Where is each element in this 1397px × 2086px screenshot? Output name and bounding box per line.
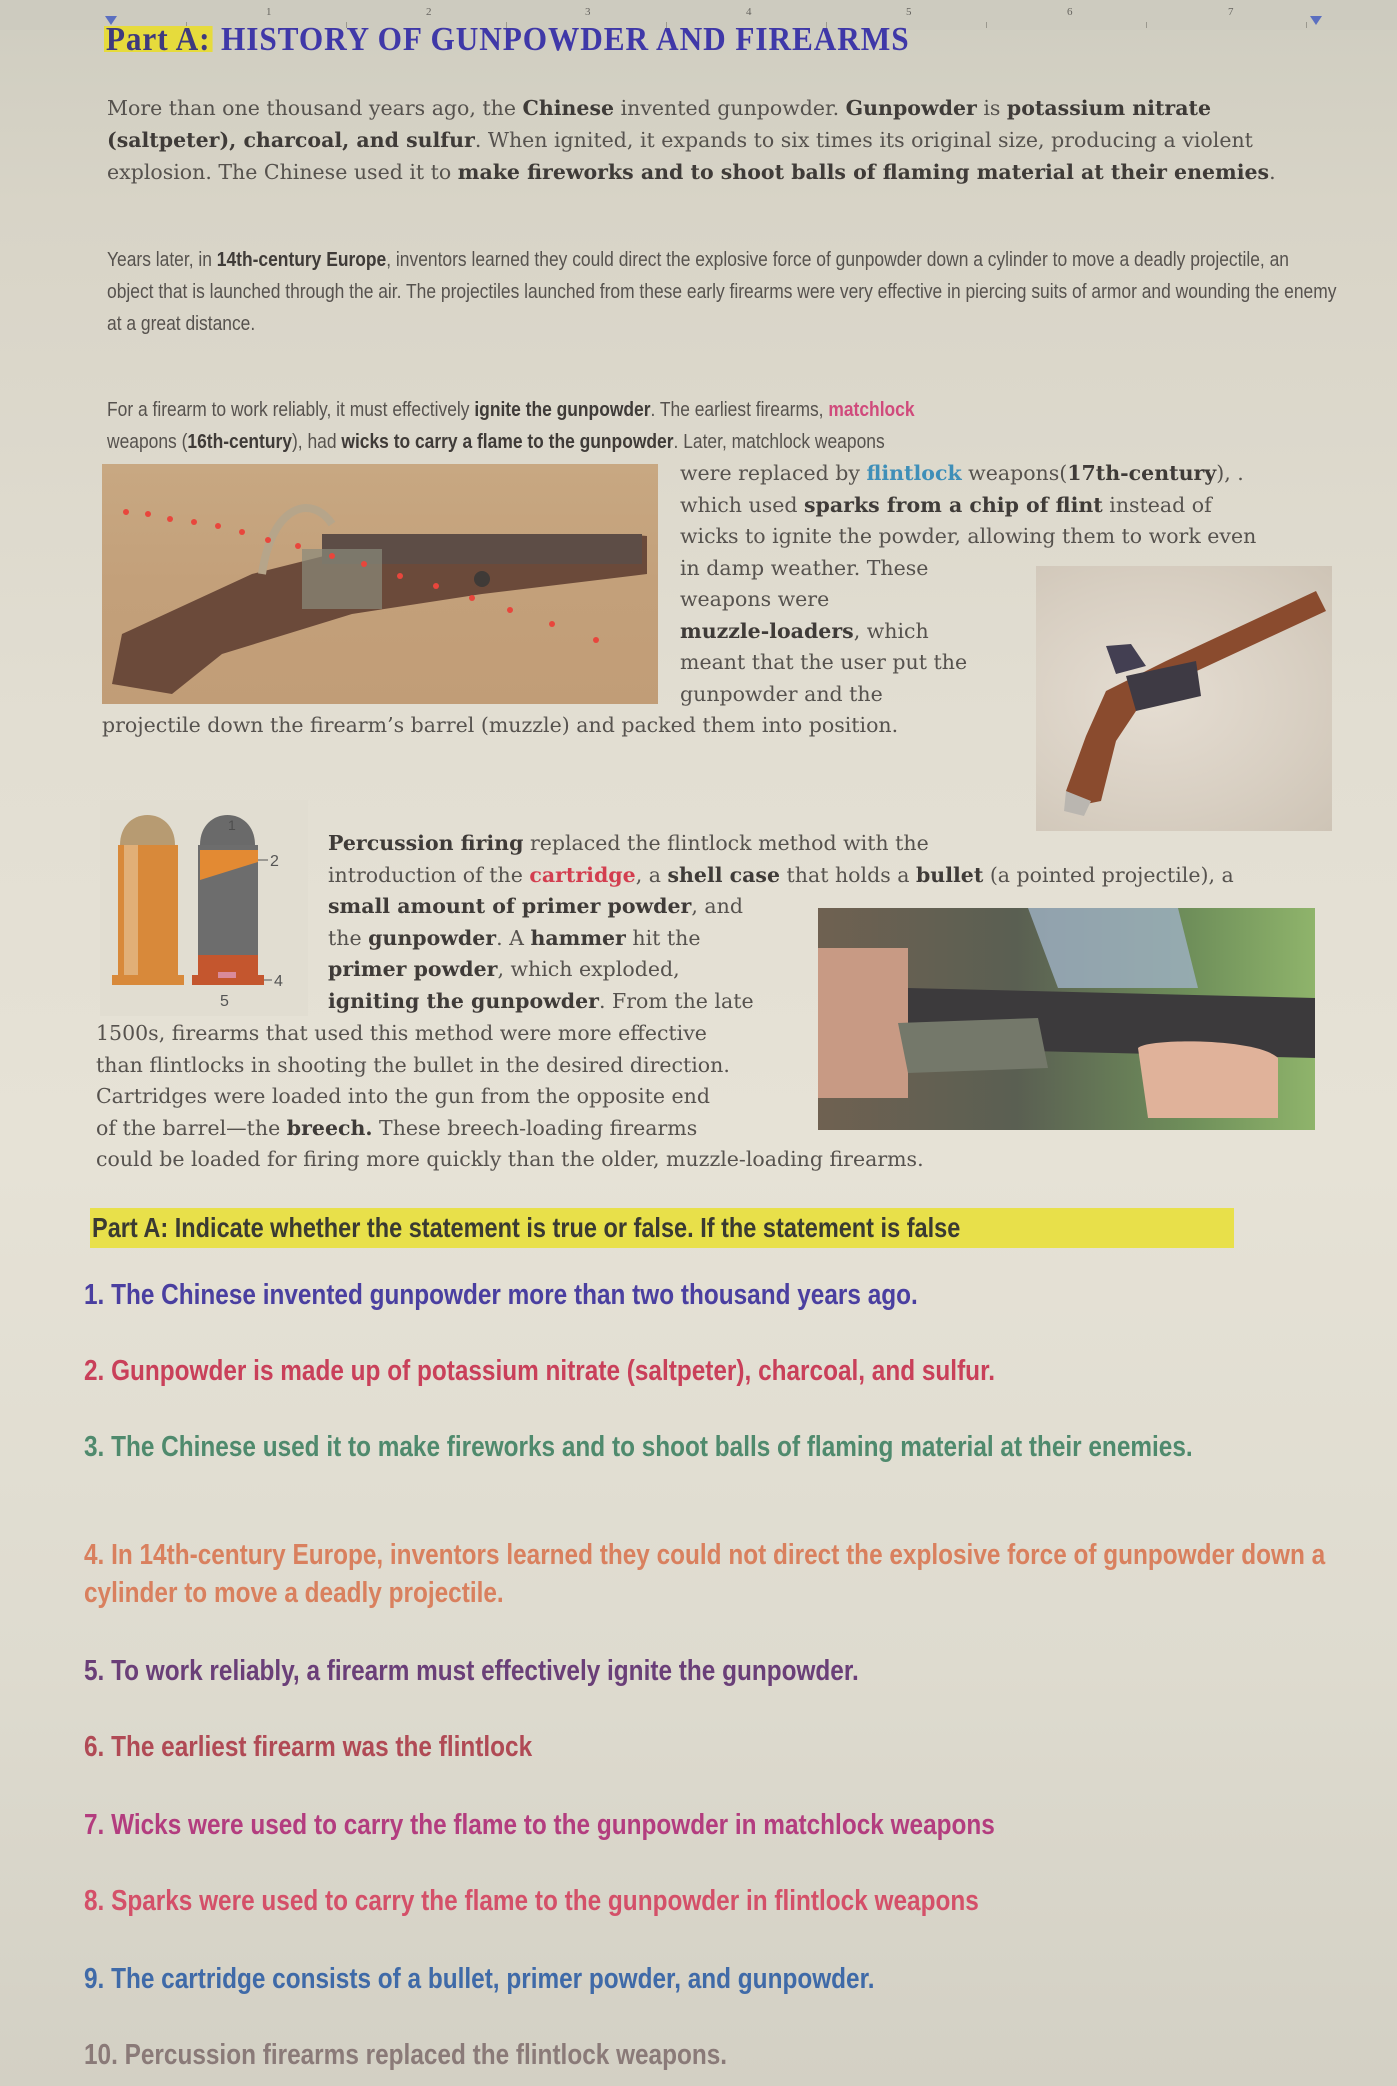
question-7: 7. Wicks were used to carry the flame to the gunpowder in matchlock weapons [84,1809,995,1841]
percussion-text-block: Percussion firing replaced the flintlock method with the introduction of the cartridge, a shell case that holds a bullet (a pointed projectile), a small amount of primer powder, and the gunpowder. A hammer hit the primer powder, which exploded, igniting the gunpowder. From the late [328,831,1234,1013]
question-8: 8. Sparks were used to carry the flame to the gunpowder in flintlock weapons [84,1885,979,1917]
question-2: 2. Gunpowder is made up of potassium nitrate (saltpeter), charcoal, and sulfur. [84,1355,995,1387]
flintlock-text-block: were replaced by flintlock weapons(17th-century), . which used sparks from a chip of flint instead of wicks to ignite the powder, allowing them to work even in damp weather. These weapons were muzzle-loaders, which meant that the user put the gunpowder and the [680,461,1257,706]
matchlock-gun-image [102,464,658,704]
paragraph-gunpowder-origin: More than one thousand years ago, the Chinese invented gunpowder. Gunpowder is potassium nitrate (saltpeter), charcoal, and sulfur. When ignited, it expands to six times its original size, producing a violent explosion. The Chinese used it to make fireworks and to shoot balls of flaming material at their enemies. [107,96,1276,184]
svg-text:5: 5 [220,993,229,1010]
instruction-text: Part A: Indicate whether the statement is true or false. If the statement is false [92,1212,961,1243]
ruler-tick: 6 [1067,6,1073,18]
ruler-tick: 4 [746,6,752,18]
left-indent-marker-icon[interactable] [105,16,117,25]
svg-text:2: 2 [270,853,279,870]
paragraph-europe: Years later, in 14th-century Europe, inventors learned they could direct the explosive force of gunpowder down a cylinder to move a deadly projectile, an object that is launched through the air. The projectiles launched from these early firearms were very effective in piercing suits of armor and wounding the enemy at a great distance. [107,248,1337,335]
right-indent-marker-icon[interactable] [1310,16,1322,25]
question-6: 6. The earliest firearm was the flintlock [84,1731,533,1763]
title-text: HISTORY OF GUNPOWDER AND FIREARMS [212,26,910,52]
ruler-tick: 7 [1228,6,1234,18]
ruler-tick: 3 [585,6,591,18]
paragraph-matchlock: For a firearm to work reliably, it must effectively ignite the gunpowder. The earliest firearms, matchlock weapons (16th-century), had wicks to carry a flame to the gunpowder. Later, matchlock weapons [107,398,915,453]
question-3: 3. The Chinese used it to make fireworks and to shoot balls of flaming material at their enemies. [84,1431,1193,1463]
title-prefix-highlight: Part A: [104,26,212,52]
question-1: 1. The Chinese invented gunpowder more than two thousand years ago. [84,1279,918,1311]
page-title [104,26,910,52]
ruler-tick: 1 [266,6,272,18]
question-4: 4. In 14th-century Europe, inventors learned they could not direct the explosive force of gunpowder down a cylinder to move a deadly projectile. [84,1539,1326,1609]
cartridge-diagram [100,800,308,1016]
ruler-tick: 2 [426,6,432,18]
percussion-text-continued: 1500s, firearms that used this method were more effective than flintlocks in shooting the bullet in the desired direction. Cartridges were loaded into the gun from the opposite end of the barrel—the breech. These breech-loading firearms could be loaded for firing more quickly than the older, muzzle-loading firearms. [96,1021,924,1171]
question-5: 5. To work reliably, a firearm must effectively ignite the gunpowder. [84,1655,859,1687]
svg-text:4: 4 [274,973,283,990]
percussion-gun-image [818,908,1315,1130]
muzzle-text-line: projectile down the firearm’s barrel (muzzle) and packed them into position. [102,713,899,737]
svg-text:1: 1 [228,817,236,833]
flintlock-pistol-image [1036,566,1332,831]
question-10: 10. Percussion firearms replaced the flintlock weapons. [84,2039,728,2071]
question-9: 9. The cartridge consists of a bullet, primer powder, and gunpowder. [84,1963,875,1995]
ruler-tick: 5 [906,6,912,18]
